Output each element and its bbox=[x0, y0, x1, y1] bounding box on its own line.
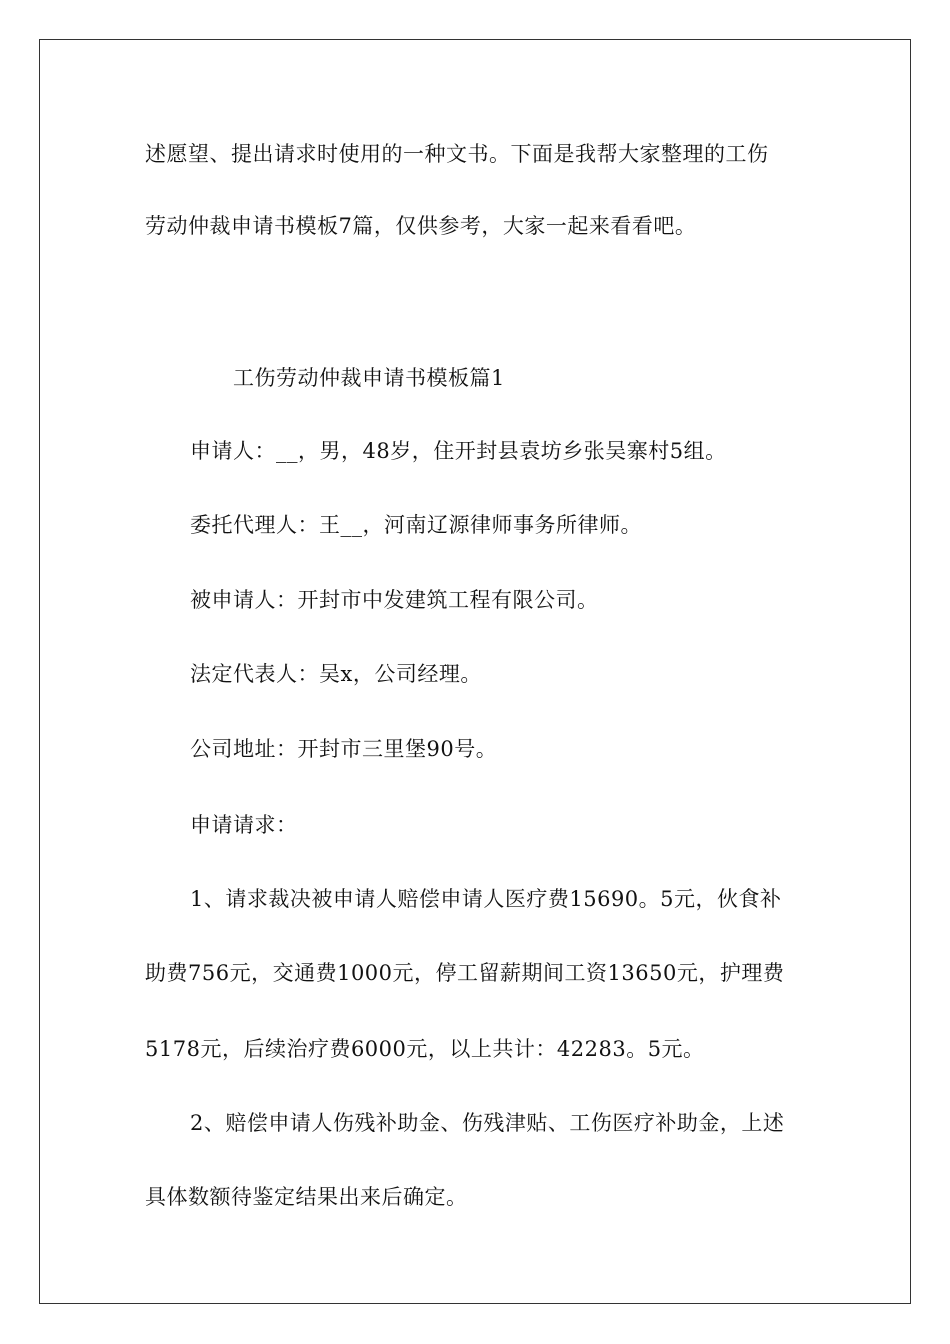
section-title: 工伤劳动仲裁申请书模板篇1 bbox=[233, 366, 505, 390]
request-1-line-2: 助费756元，交通费1000元，停工留薪期间工资13650元，护理费 bbox=[145, 961, 785, 985]
intro-line-1: 述愿望、提出请求时使用的一种文书。下面是我帮大家整理的工伤 bbox=[145, 142, 769, 166]
agent-line: 委托代理人：王__，河南辽源律师事务所律师。 bbox=[190, 513, 642, 537]
request-1-line-1: 1、请求裁决被申请人赔偿申请人医疗费15690。5元，伙食补 bbox=[190, 887, 782, 911]
request-2-line-1: 2、赔偿申请人伤残补助金、伤残津贴、工伤医疗补助金，上述 bbox=[190, 1111, 785, 1135]
requests-label: 申请请求： bbox=[190, 813, 298, 837]
respondent-line: 被申请人：开封市中发建筑工程有限公司。 bbox=[190, 588, 599, 612]
intro-line-2: 劳动仲裁申请书模板7篇，仅供参考，大家一起来看看吧。 bbox=[145, 214, 697, 238]
applicant-line: 申请人：__，男，48岁，住开封县袁坊乡张吴寨村5组。 bbox=[190, 439, 727, 463]
address-line: 公司地址：开封市三里堡90号。 bbox=[190, 737, 498, 761]
request-1-line-3: 5178元，后续治疗费6000元，以上共计：42283。5元。 bbox=[145, 1037, 705, 1061]
legal-rep-line: 法定代表人：吴x，公司经理。 bbox=[190, 662, 482, 686]
request-2-line-2: 具体数额待鉴定结果出来后确定。 bbox=[145, 1185, 468, 1209]
